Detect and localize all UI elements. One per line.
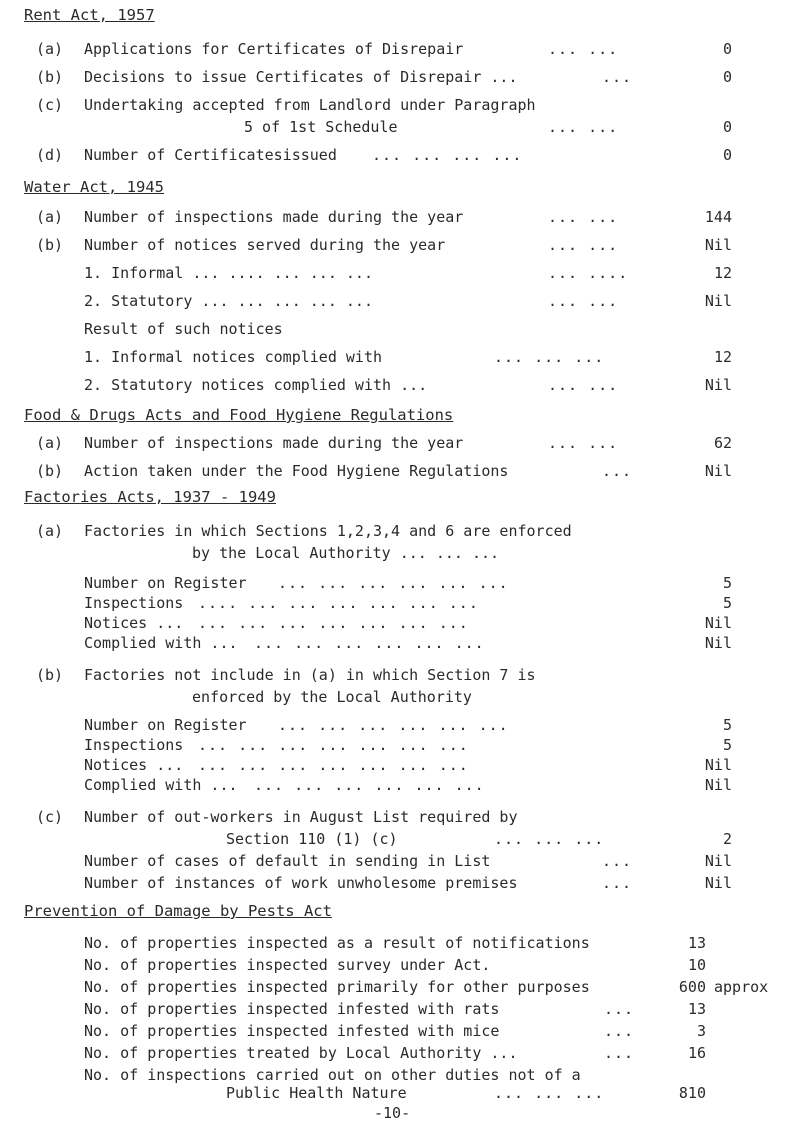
water-statutory <box>0 292 800 314</box>
item-value: 600 <box>678 978 706 996</box>
item-label: (b) <box>36 666 64 684</box>
factories-b-inspections <box>0 736 800 758</box>
item-text: No. of properties inspected infested with mice <box>84 1022 500 1040</box>
item-label: (b) <box>36 236 64 254</box>
leader-dots: ... .... <box>548 264 629 282</box>
item-text: Number of instances of work unwholesome premises <box>84 874 518 892</box>
item-text: No. of properties treated by Local Authority ... <box>84 1044 518 1062</box>
factories-c-default <box>0 852 800 874</box>
item-value: Nil <box>704 236 732 254</box>
item-value: Nil <box>704 756 732 774</box>
item-value: 3 <box>696 1022 706 1040</box>
item-text: Number of notices served during the year <box>84 236 446 254</box>
leader-dots: ... ... ... ... ... ... ... <box>198 756 469 774</box>
item-text: Number of cases of default in sending in List <box>84 852 491 870</box>
leader-dots: ... <box>604 1044 635 1062</box>
item-text: No. of properties inspected survey under Act. <box>84 956 491 974</box>
leader-dots: ... ... ... ... <box>372 146 523 164</box>
item-label: (a) <box>36 208 64 226</box>
item-text: Number of inspections made during the year <box>84 434 464 452</box>
water-result-heading <box>0 320 800 342</box>
item-text: Decisions to issue Certificates of Disrepair ... <box>84 68 518 86</box>
item-text: Undertaking accepted from Landlord under Paragraph <box>84 96 536 114</box>
leader-dots: ... ... ... ... ... ... <box>278 574 509 592</box>
item-text: Result of such notices <box>84 320 283 338</box>
item-value: 5 <box>722 594 732 612</box>
water-informal-complied <box>0 348 800 370</box>
item-value: Nil <box>704 852 732 870</box>
item-text: No. of properties inspected infested with rats <box>84 1000 500 1018</box>
leader-dots: ... ... ... <box>494 1084 605 1102</box>
item-text: Number on Register <box>84 574 247 592</box>
item-label: (d) <box>36 146 64 164</box>
factories-b-line1 <box>0 666 800 688</box>
leader-dots: ... ... ... ... ... ... ... <box>198 614 469 632</box>
item-text: Notices ... <box>84 614 184 632</box>
item-value: 2 <box>722 830 732 848</box>
factories-a-line2 <box>0 544 800 566</box>
item-value: Nil <box>704 776 732 794</box>
water-item-b <box>0 236 800 258</box>
rent-item-d <box>0 146 800 168</box>
item-text: Action taken under the Food Hygiene Regulations <box>84 462 509 480</box>
item-value: 13 <box>687 934 706 952</box>
leader-dots: ... <box>602 68 633 86</box>
item-text: No. of properties inspected as a result of notifications <box>84 934 590 952</box>
item-text: 5 of 1st Schedule <box>244 118 398 136</box>
leader-dots: ... ... ... ... ... ... ... <box>198 736 469 754</box>
pests-row-survey <box>0 956 800 978</box>
factories-a-complied <box>0 634 800 656</box>
item-value: 62 <box>713 434 732 452</box>
pests-row-mice <box>0 1022 800 1044</box>
leader-dots: ... ... ... ... ... ... <box>254 634 485 652</box>
pests-row-other-purposes <box>0 978 800 1000</box>
item-value: 12 <box>713 264 732 282</box>
item-value: Nil <box>704 292 732 310</box>
item-value: Nil <box>704 874 732 892</box>
item-value: Nil <box>704 634 732 652</box>
rent-item-c-continued <box>0 118 800 140</box>
pests-row-public-health <box>0 1084 800 1106</box>
item-text: 1. Informal notices complied with <box>84 348 383 366</box>
factories-a-inspections <box>0 594 800 616</box>
leader-dots: ... ... <box>548 118 619 136</box>
pests-row-notifications <box>0 934 800 956</box>
water-statutory-complied <box>0 376 800 398</box>
leader-dots: ... ... <box>548 376 619 394</box>
item-text: by the Local Authority ... ... ... <box>192 544 500 562</box>
item-value: 810 <box>678 1084 706 1102</box>
item-value: 5 <box>722 574 732 592</box>
factories-b-complied <box>0 776 800 798</box>
leader-dots: ... ... <box>548 292 619 310</box>
pests-row-rats <box>0 1000 800 1022</box>
item-text: Public Health Nature <box>226 1084 407 1102</box>
item-text: Factories in which Sections 1,2,3,4 and 6 are enforced <box>84 522 572 540</box>
leader-dots: ... ... ... ... ... ... <box>278 716 509 734</box>
food-item-a <box>0 434 800 456</box>
item-text: Factories not include in (a) in which Section 7 is <box>84 666 536 684</box>
factories-c-line2 <box>0 830 800 852</box>
item-value: 0 <box>722 68 732 86</box>
item-value: 144 <box>704 208 732 226</box>
factories-b-line2 <box>0 688 800 710</box>
leader-dots: ... <box>604 1022 635 1040</box>
item-label: (b) <box>36 462 64 480</box>
factories-c-line1 <box>0 808 800 830</box>
leader-dots: ... <box>602 462 633 480</box>
water-informal <box>0 264 800 286</box>
item-text: 1. Informal ... .... ... ... ... <box>84 264 373 282</box>
item-text: Notices ... <box>84 756 184 774</box>
item-value: Nil <box>704 614 732 632</box>
item-value: 5 <box>722 716 732 734</box>
item-value: 0 <box>722 146 732 164</box>
rent-item-c <box>0 96 800 118</box>
item-label: (b) <box>36 68 64 86</box>
item-text: Complied with ... <box>84 634 238 652</box>
factories-a-line1 <box>0 522 800 544</box>
item-label: (a) <box>36 522 64 540</box>
item-text: 2. Statutory ... ... ... ... ... <box>84 292 373 310</box>
food-drugs-heading: Food & Drugs Acts and Food Hygiene Regulations <box>24 406 454 424</box>
leader-dots: ... <box>604 1000 635 1018</box>
item-text: No. of properties inspected primarily for other purposes <box>84 978 590 996</box>
item-value: 0 <box>722 40 732 58</box>
leader-dots: ... ... ... <box>494 830 605 848</box>
item-text: 2. Statutory notices complied with ... <box>84 376 428 394</box>
item-text: Applications for Certificates of Disrepair <box>84 40 464 58</box>
rent-item-b <box>0 68 800 90</box>
factories-acts-heading: Factories Acts, 1937 - 1949 <box>24 488 276 506</box>
item-label: (a) <box>36 40 64 58</box>
factories-b-register <box>0 716 800 738</box>
pests-row-treated <box>0 1044 800 1066</box>
item-text: Number on Register <box>84 716 247 734</box>
item-text: Inspections <box>84 736 184 754</box>
leader-dots: ... ... <box>548 434 619 452</box>
item-text: Section 110 (1) (c) <box>226 830 398 848</box>
item-label: (c) <box>36 96 64 114</box>
item-text: Complied with ... <box>84 776 238 794</box>
factories-b-notices <box>0 756 800 778</box>
pests-act-heading: Prevention of Damage by Pests Act <box>24 902 332 920</box>
item-label: (a) <box>36 434 64 452</box>
item-value: 13 <box>687 1000 706 1018</box>
page-number: -10- <box>374 1104 411 1122</box>
rent-act-heading: Rent Act, 1957 <box>24 6 155 24</box>
item-text: Number of inspections made during the year <box>84 208 464 226</box>
leader-dots: ... ... <box>548 236 619 254</box>
rent-item-a <box>0 40 800 62</box>
item-value: Nil <box>704 376 732 394</box>
leader-dots: ... ... ... <box>494 348 605 366</box>
factories-a-register <box>0 574 800 596</box>
item-value: 10 <box>687 956 706 974</box>
leader-dots: ... <box>602 874 633 892</box>
item-suffix: approx <box>714 978 769 996</box>
leader-dots: ... ... <box>548 40 619 58</box>
item-value: 0 <box>722 118 732 136</box>
item-text: Number of out-workers in August List required by <box>84 808 518 826</box>
food-item-b <box>0 462 800 484</box>
item-text: No. of inspections carried out on other duties not of a <box>84 1066 581 1084</box>
leader-dots: ... <box>602 852 633 870</box>
factories-a-notices <box>0 614 800 636</box>
item-label: (c) <box>36 808 64 826</box>
item-value: Nil <box>704 462 732 480</box>
item-text: Number of Certificatesissued <box>84 146 337 164</box>
item-text: Inspections <box>84 594 184 612</box>
leader-dots: ... ... <box>548 208 619 226</box>
water-item-a <box>0 208 800 230</box>
leader-dots: ... ... ... ... ... ... <box>254 776 485 794</box>
leader-dots: .... ... ... ... ... ... ... <box>198 594 479 612</box>
item-value: 16 <box>687 1044 706 1062</box>
water-act-heading: Water Act, 1945 <box>24 178 164 196</box>
factories-c-unwholesome <box>0 874 800 896</box>
item-text: enforced by the Local Authority <box>192 688 472 706</box>
item-value: 12 <box>713 348 732 366</box>
item-value: 5 <box>722 736 732 754</box>
